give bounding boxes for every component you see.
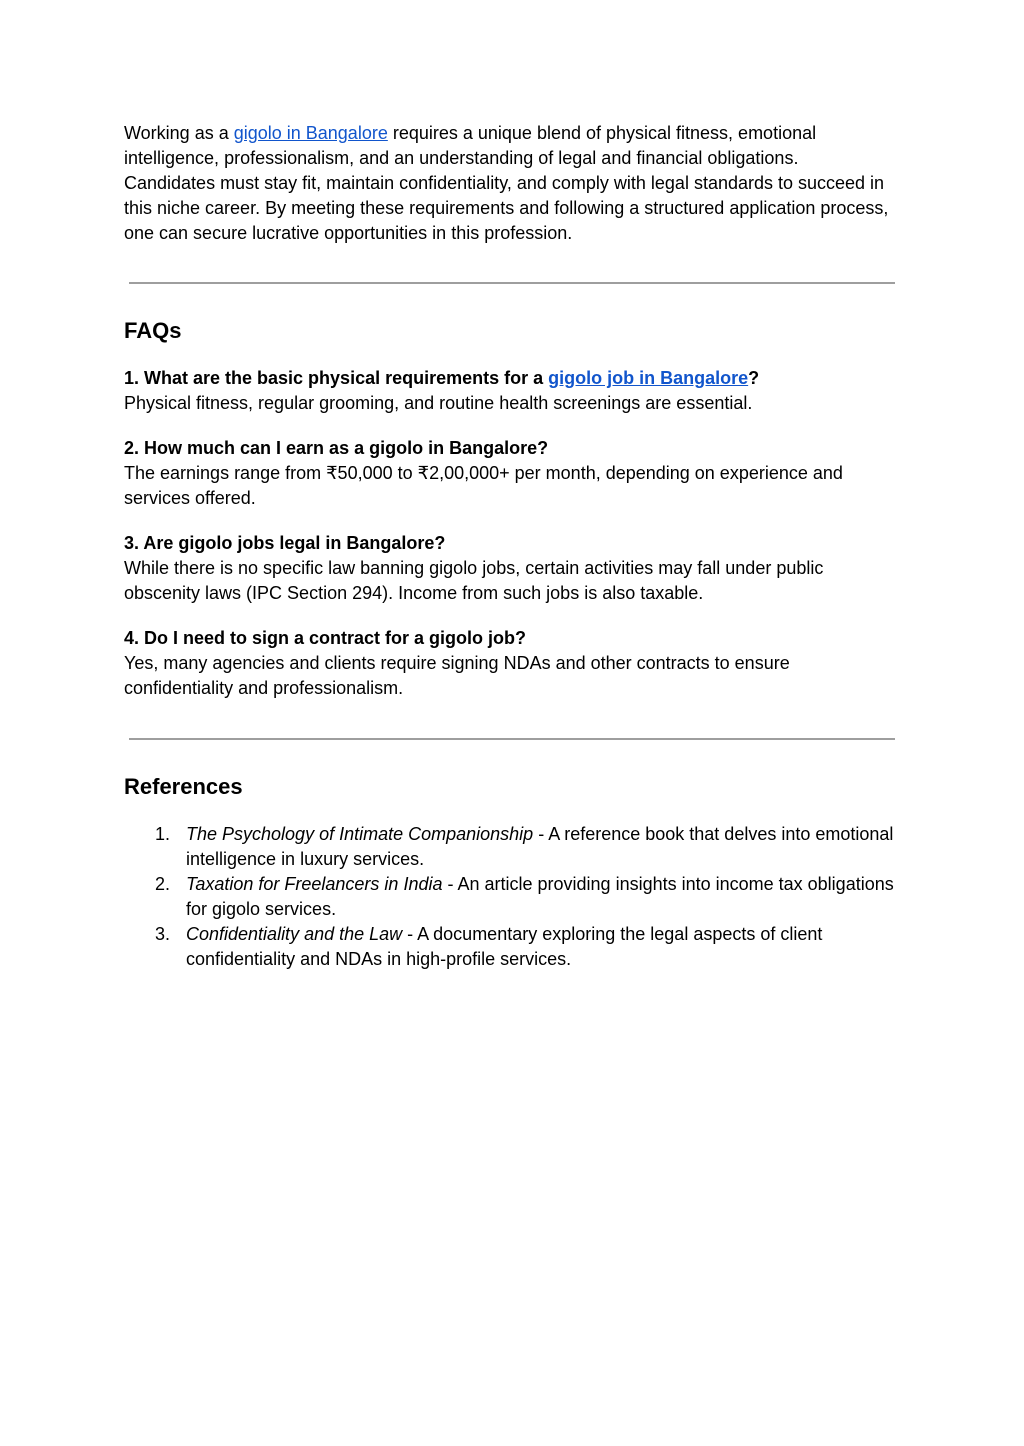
reference-item: [124, 922, 894, 972]
faq-item: [124, 626, 894, 701]
reference-number: 1.: [155, 824, 171, 844]
reference-number: 3.: [155, 924, 171, 944]
reference-item: [124, 822, 894, 872]
faq-answer: Yes, many agencies and clients require signing NDAs and other contracts to ensure confidentiality and professionalism.: [124, 653, 790, 698]
section-divider: [129, 738, 895, 740]
faq-question: 3. Are gigolo jobs legal in Bangalore?: [124, 533, 446, 553]
faq-item: [124, 366, 894, 416]
faq-question: [124, 366, 894, 391]
intro-paragraph: [124, 121, 894, 246]
faq-item: [124, 436, 894, 511]
faq-list: [124, 366, 894, 701]
section-divider: [129, 282, 895, 284]
references-list: [124, 822, 894, 972]
faqs-heading: FAQs: [124, 318, 182, 343]
gigolo-job-in-bangalore-link[interactable]: gigolo job in Bangalore: [548, 368, 749, 388]
references-heading: References: [124, 774, 243, 799]
faq-question: 2. How much can I earn as a gigolo in Bangalore?: [124, 438, 549, 458]
reference-item: [124, 872, 894, 922]
intro-text-end: requires a unique blend of physical fitness, emotional intelligence, professionalism, and an understanding of legal and financial obligations. Candidates must stay fit, maintain confidentiality, and comply with legal standards to succeed in this niche career. By meeting these requirements and following a structured application process, one can secure lucrative opportunities in this profession.: [124, 123, 889, 243]
reference-description: - A documentary exploring the legal aspects of client confidentiality and NDAs in high-profile services.: [186, 924, 823, 969]
document-page: [124, 121, 894, 972]
faq-question-text: 1. What are the basic physical requirements for a: [124, 368, 549, 388]
reference-number: 2.: [155, 874, 171, 894]
faq-question: 4. Do I need to sign a contract for a gigolo job?: [124, 628, 527, 648]
faq-answer: The earnings range from ₹50,000 to ₹2,00,000+ per month, depending on experience and services offered.: [124, 463, 843, 508]
reference-description: - A reference book that delves into emotional intelligence in luxury services.: [186, 824, 894, 869]
reference-title: Confidentiality and the Law: [186, 924, 403, 944]
faq-question-mark: ?: [748, 368, 760, 388]
reference-description: - An article providing insights into income tax obligations for gigolo services.: [186, 874, 894, 919]
faq-item: [124, 531, 894, 606]
gigolo-in-bangalore-link[interactable]: gigolo in Bangalore: [233, 123, 388, 143]
reference-title: The Psychology of Intimate Companionship: [186, 824, 534, 844]
intro-text-start: Working as a: [124, 123, 234, 143]
faq-answer: While there is no specific law banning gigolo jobs, certain activities may fall under public obscenity laws (IPC Section 294). Income from such jobs is also taxable.: [124, 558, 824, 603]
reference-title: Taxation for Freelancers in India: [186, 874, 443, 894]
faq-answer: Physical fitness, regular grooming, and routine health screenings are essential.: [124, 393, 753, 413]
